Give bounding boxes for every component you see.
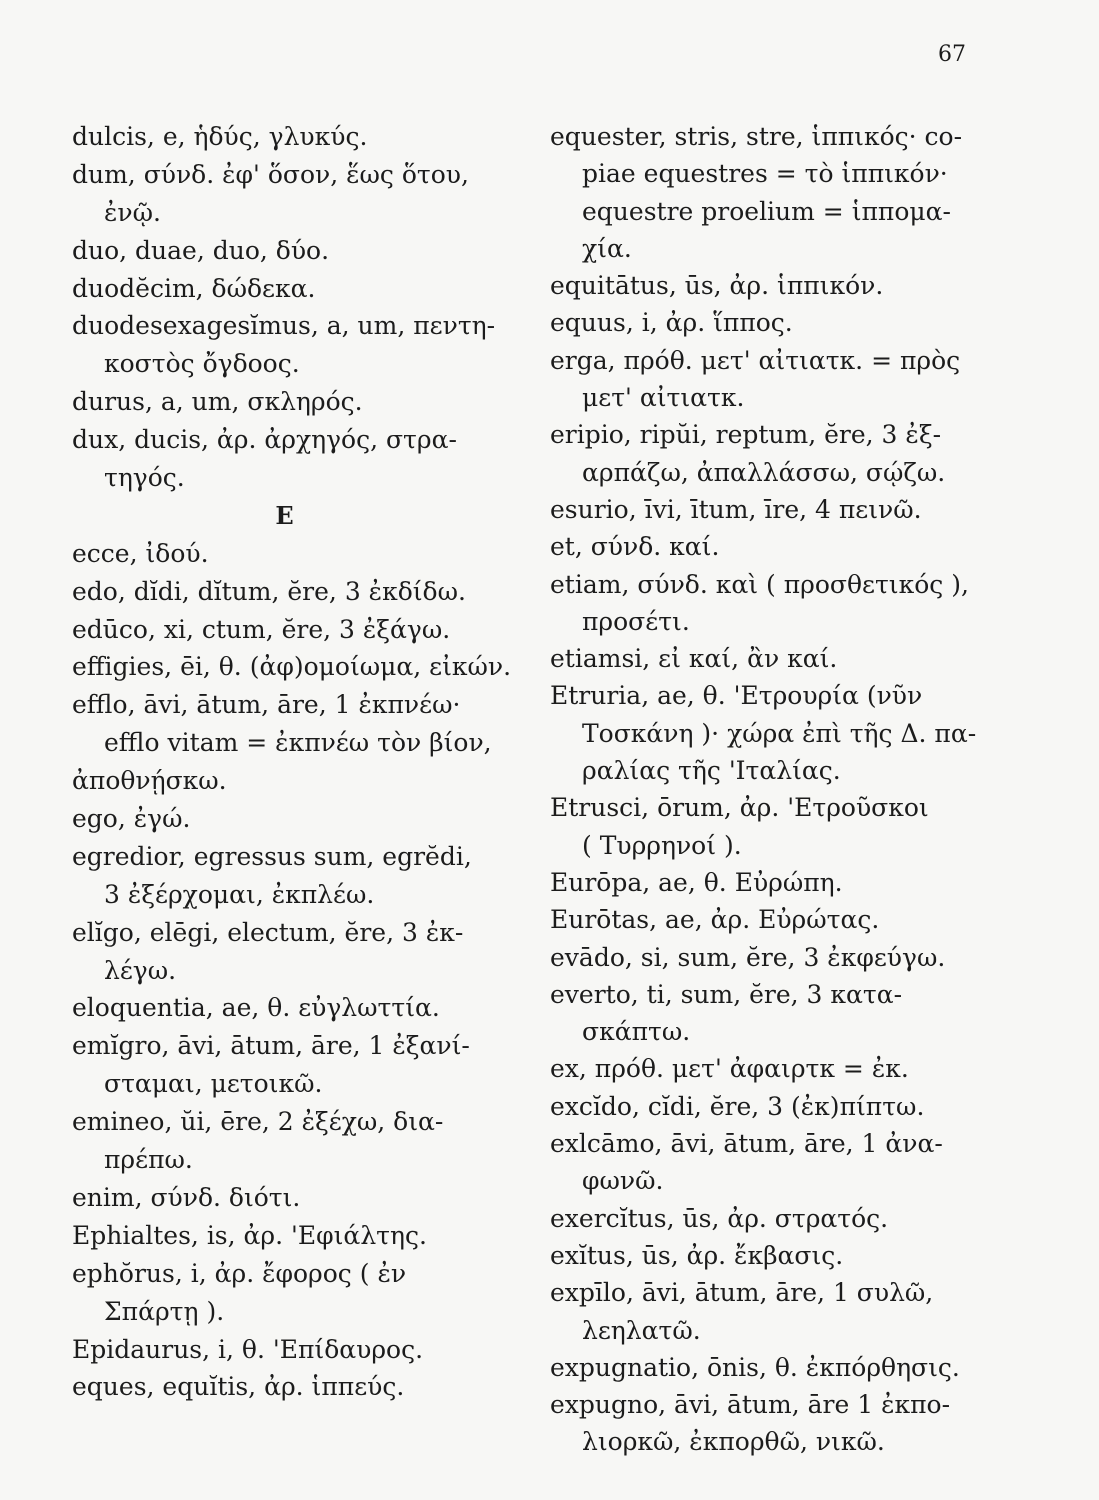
entry-continuation: προσέτι.: [582, 606, 690, 636]
dictionary-entry: effigies, ēi, θ. (ἀφ)ομοίωμα, εἰκών.: [72, 652, 512, 682]
dictionary-entry: dulcis, e, ἡδύς, γλυκύς.: [72, 122, 368, 151]
dictionary-entry: expugno, āvi, ātum, āre 1 ἐκπο-: [550, 1390, 951, 1420]
dictionary-entry: ephŏrus, i, ἀρ. ἔφορος ( ἐν: [72, 1258, 407, 1288]
entry-continuation: σταμαι, μετοικῶ.: [104, 1069, 323, 1099]
dictionary-entry: exercĭtus, ūs, ἀρ. στρατός.: [550, 1203, 889, 1233]
dictionary-entry: elĭgo, elēgi, electum, ĕre, 3 ἐκ-: [72, 917, 464, 947]
entry-continuation: μετ' αἰτιατκ.: [582, 383, 745, 413]
dictionary-entry: durus, a, um, σκληρός.: [72, 387, 363, 417]
dictionary-entry: excĭdo, cĭdi, ĕre, 3 (ἐκ)πίπτω.: [550, 1091, 925, 1121]
dictionary-entry: Eurōpa, ae, θ. Εὐρώπη.: [550, 867, 843, 897]
entry-continuation: ἐνῷ.: [104, 197, 161, 227]
entry-continuation: piae equestres = τὸ ἱππικόν·: [582, 159, 948, 189]
entry-continuation: ραλίας τῆς 'Ιταλίας.: [582, 756, 841, 786]
dictionary-entry: eques, equĭtis, ἀρ. ἱππεύς.: [72, 1372, 405, 1402]
dictionary-entry: edo, dĭdi, dĭtum, ĕre, 3 ἐκδίδω.: [72, 576, 466, 606]
dictionary-entry: duodesexagesĭmus, a, um, πεντη-: [72, 311, 496, 341]
dictionary-entry: et, σύνδ. καί.: [550, 532, 720, 562]
dictionary-entry: egredior, egressus sum, egrĕdi,: [72, 841, 472, 871]
entry-continuation: τηγός.: [104, 463, 185, 493]
dictionary-entry: duodĕcim, δώδεκα.: [72, 273, 316, 303]
entry-continuation: λέγω.: [104, 955, 177, 985]
dictionary-entry: eloquentia, ae, θ. εὐγλωττία.: [72, 993, 440, 1023]
dictionary-entry: exlcāmo, āvi, ātum, āre, 1 ἀνα-: [550, 1129, 943, 1159]
dictionary-entry: erga, πρόθ. μετ' αἰτιατκ. = πρὸς: [550, 345, 961, 375]
dictionary-entry: Ephialtes, is, ἀρ. 'Εφιάλτης.: [72, 1220, 427, 1250]
entry-continuation: Τοσκάνη )· χώρα ἐπὶ τῆς Δ. πα-: [582, 718, 977, 748]
dictionary-entry: Eurōtas, ae, ἀρ. Εὐρώτας.: [550, 905, 880, 935]
dictionary-entry: enim, σύνδ. διότι.: [72, 1182, 301, 1212]
section-letter: E: [275, 500, 294, 530]
dictionary-entry: etiamsi, εἰ καί, ἂν καί.: [550, 644, 838, 674]
dictionary-entry: emineo, ŭi, ēre, 2 ἐξέχω, δια-: [72, 1107, 444, 1137]
dictionary-entry: edūco, xi, ctum, ĕre, 3 ἐξάγω.: [72, 614, 451, 644]
dictionary-entry: Etruria, ae, θ. 'Ετρουρία (νῦν: [550, 681, 923, 711]
dictionary-entry: expīlo, āvi, ātum, āre, 1 συλῶ,: [550, 1278, 934, 1308]
dictionary-entry: everto, ti, sum, ĕre, 3 κατα-: [550, 979, 903, 1009]
entry-continuation: χία.: [582, 233, 632, 263]
dictionary-entry: esurio, īvi, ītum, īre, 4 πεινῶ.: [550, 494, 922, 524]
entry-continuation: 3 ἐξέρχομαι, ἐκπλέω.: [104, 879, 375, 909]
entry-continuation: equestre proelium = ἱππομα-: [582, 196, 951, 226]
dictionary-entry: Etrusci, ōrum, ἀρ. 'Ετροῦσκοι: [550, 793, 929, 823]
dictionary-entry: emĭgro, āvi, ātum, āre, 1 ἐξανί-: [72, 1031, 470, 1061]
dictionary-entry: ego, ἐγώ.: [72, 804, 191, 834]
dictionary-entry: Epidaurus, i, θ. 'Επίδαυρος.: [72, 1334, 424, 1364]
entry-continuation: λεηλατῶ.: [582, 1315, 701, 1345]
entry-continuation: κοστὸς ὄγδοος.: [104, 349, 300, 379]
left-column: [72, 118, 517, 1406]
entry-continuation: λιορκῶ, ἐκπορθῶ, νικῶ.: [582, 1427, 885, 1457]
dictionary-entry: equitātus, ūs, ἀρ. ἱππικόν.: [550, 271, 884, 301]
entry-continuation: σκάπτω.: [582, 1017, 691, 1047]
dictionary-entry: ex, πρόθ. μετ' ἀφαιρτκ = ἐκ.: [550, 1054, 909, 1084]
page-number: 67: [938, 42, 966, 67]
dictionary-entry: equester, stris, stre, ἱππικός· co-: [550, 122, 963, 151]
entry-continuation: ( Τυρρηνοί ).: [582, 830, 742, 860]
dictionary-entry: efflo, āvi, ātum, āre, 1 ἐκπνέω·: [72, 690, 461, 720]
entry-continuation: αρπάζω, ἀπαλλάσσω, σῴζω.: [582, 457, 946, 487]
dictionary-entry: ecce, ἰδού.: [72, 538, 209, 568]
dictionary-entry: duo, duae, duo, δύο.: [72, 235, 330, 265]
dictionary-entry: eripio, ripŭi, reptum, ĕre, 3 ἐξ-: [550, 420, 942, 450]
entry-continuation: Σπάρτῃ ).: [104, 1296, 225, 1326]
right-column: [550, 118, 995, 1461]
dictionary-entry: dum, σύνδ. ἐφ' ὅσον, ἕως ὅτου,: [72, 159, 469, 189]
dictionary-entry: evādo, si, sum, ĕre, 3 ἐκφεύγω.: [550, 942, 946, 972]
dictionary-entry: ἀποθνῄσκω.: [72, 766, 227, 796]
dictionary-entry: exĭtus, ūs, ἀρ. ἔκβασις.: [550, 1240, 844, 1270]
dictionary-entry: etiam, σύνδ. καὶ ( προσθετικός ),: [550, 569, 969, 599]
dictionary-entry: expugnatio, ōnis, θ. ἐκπόρθησις.: [550, 1352, 960, 1382]
entry-continuation: πρέπω.: [104, 1145, 193, 1175]
entry-continuation: φωνῶ.: [582, 1166, 664, 1196]
entry-continuation: efflo vitam = ἐκπνέω τὸν βίον,: [104, 728, 492, 758]
dictionary-entry: equus, i, ἀρ. ἵππος.: [550, 308, 793, 338]
dictionary-entry: dux, ducis, ἀρ. ἀρχηγός, στρα-: [72, 425, 457, 455]
